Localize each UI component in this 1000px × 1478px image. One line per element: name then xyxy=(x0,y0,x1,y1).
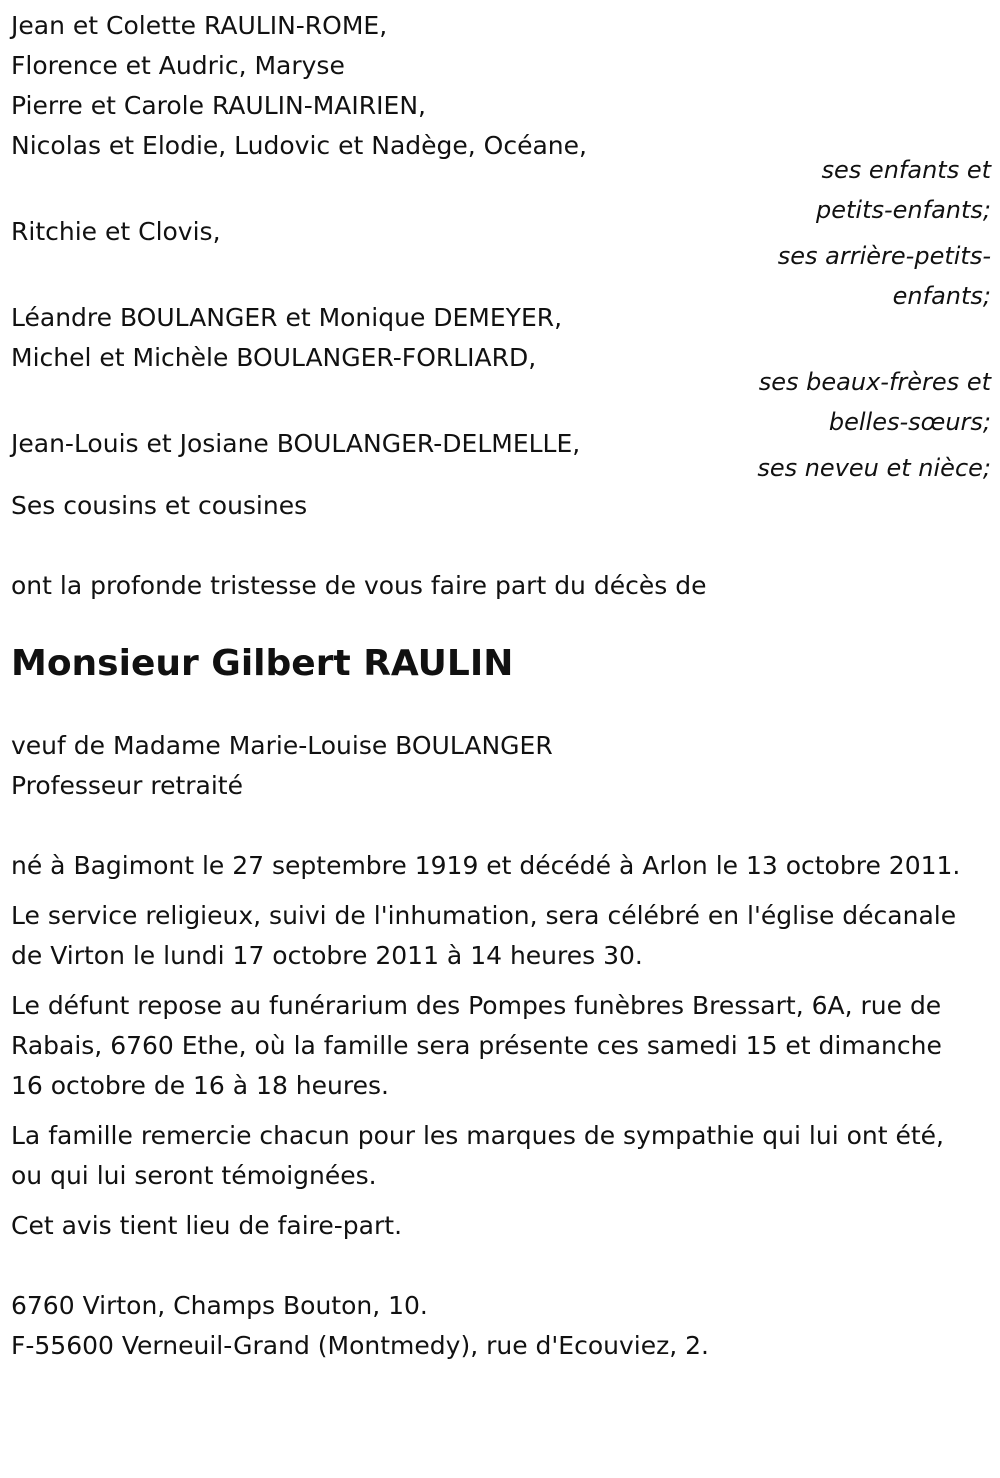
rest-paragraph: Le défunt repose au funérarium des Pompes funèbres Bressart, 6A, rue de Rabais, 6760 Ethe, où la famille sera présente ces samedi 15 et dimanche 16 octobre de 16 à 18 heures. xyxy=(11,991,942,1100)
family-line: Ritchie et Clovis, xyxy=(11,217,221,246)
profession-line: Professeur retraité xyxy=(11,771,243,800)
family-group-children xyxy=(11,6,991,230)
relation-label: enfants; xyxy=(892,282,991,310)
relation-label: petits-enfants; xyxy=(816,196,991,224)
cousins-line: Ses cousins et cousines xyxy=(11,491,308,520)
address-line: 6760 Virton, Champs Bouton, 10. xyxy=(11,1291,428,1320)
birth-death-paragraph: né à Bagimont le 27 septembre 1919 et décédé à Arlon le 13 octobre 2011. xyxy=(11,851,961,880)
family-group-in-laws xyxy=(11,298,991,442)
family-line: Pierre et Carole RAULIN-MAIRIEN, xyxy=(11,91,426,120)
service-paragraph: Le service religieux, suivi de l'inhumation, sera célébré en l'église décanale de Virton le lundi 17 octobre 2011 à 14 heures 30. xyxy=(11,901,957,970)
thanks-paragraph: La famille remercie chacun pour les marques de sympathie qui lui ont été, ou qui lui seront témoignées. xyxy=(11,1121,944,1190)
relation-label: belles-sœurs; xyxy=(828,408,991,436)
relation-label: ses enfants et xyxy=(821,156,991,184)
notice-paragraph: Cet avis tient lieu de faire-part. xyxy=(11,1211,403,1240)
relation-label: ses beaux-frères et xyxy=(758,368,991,396)
obituary-document xyxy=(11,6,991,1366)
family-line: Jean-Louis et Josiane BOULANGER-DELMELLE, xyxy=(11,429,581,458)
family-line: Florence et Audric, Maryse xyxy=(11,51,345,80)
family-line: Léandre BOULANGER et Monique DEMEYER, xyxy=(11,303,563,332)
family-line: Michel et Michèle BOULANGER-FORLIARD, xyxy=(11,343,537,372)
relation-label: ses neveu et nièce; xyxy=(757,454,991,482)
address-line: F-55600 Verneuil-Grand (Montmedy), rue d'Ecouviez, 2. xyxy=(11,1331,709,1360)
family-line: Nicolas et Elodie, Ludovic et Nadège, Océane, xyxy=(11,131,587,160)
announcement-line: ont la profonde tristesse de vous faire part du décès de xyxy=(11,571,707,600)
deceased-name: Monsieur Gilbert RAULIN xyxy=(11,643,514,684)
family-line: Jean et Colette RAULIN-ROME, xyxy=(11,11,388,40)
widower-line: veuf de Madame Marie-Louise BOULANGER xyxy=(11,731,553,760)
relation-label: ses arrière-petits- xyxy=(777,242,991,270)
